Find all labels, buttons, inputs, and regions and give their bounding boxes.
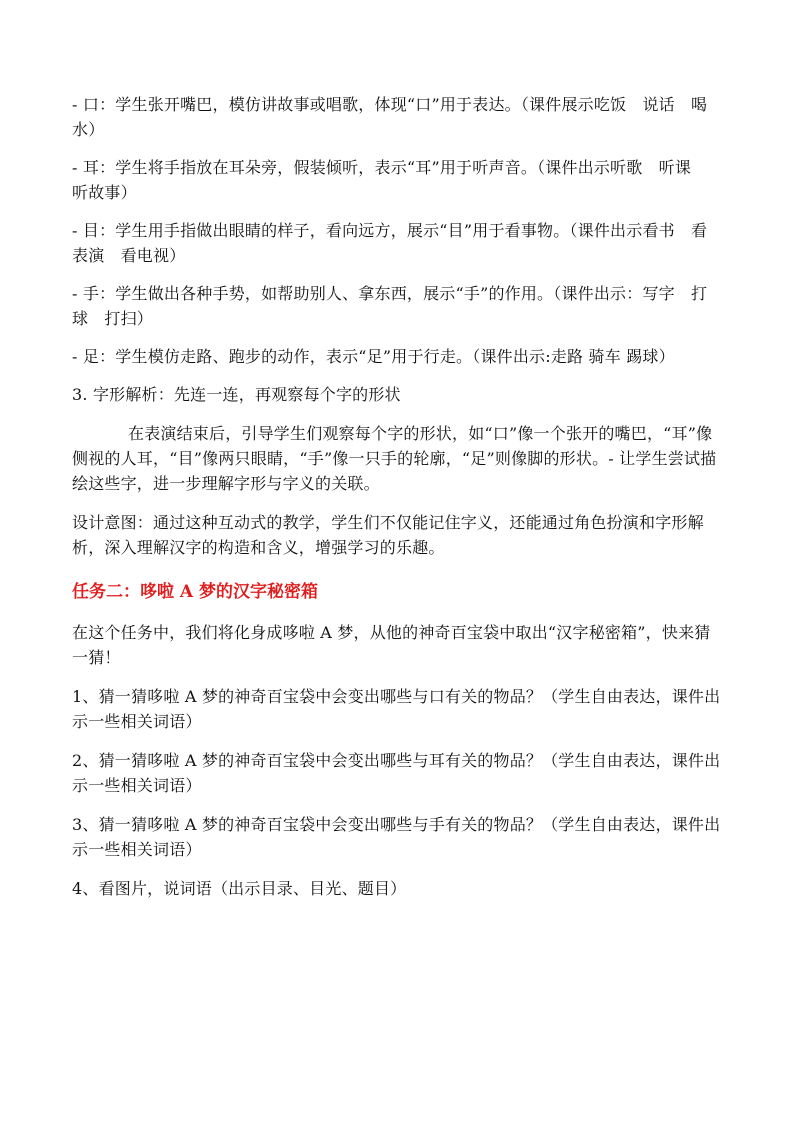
body-part-hand: - 手：学生做出各种手势，如帮助别人、拿东西，展示“手”的作用。（课件出示：写字 打球 打扫） xyxy=(72,284,708,328)
design-intent: 设计意图：通过这种互动式的教学，学生们不仅能记住字义，还能通过角色扮演和字形解析，深入理解汉字的构造和含义，增强学习的乐趣。 xyxy=(72,513,704,557)
question-3: 3、猜一猜哆啦 A 梦的神奇百宝袋中会变出哪些与手有关的物品？（学生自由表达，课件出示一些相关词语） xyxy=(72,815,721,859)
question-4: 4、看图片，说词语（出示目录、目光、题目） xyxy=(72,879,407,898)
question-2: 2、猜一猜哆啦 A 梦的神奇百宝袋中会变出哪些与耳有关的物品？（学生自由表达，课件出示一些相关词语） xyxy=(72,751,721,795)
body-part-ear: - 耳：学生将手指放在耳朵旁，假装倾听，表示“耳”用于听声音。（课件出示听歌 听课 听故事） xyxy=(72,158,708,202)
section-3-title: 3. 字形解析：先连一连，再观察每个字的形状 xyxy=(72,385,401,404)
task-2-heading: 任务二：哆啦 A 梦的汉字秘密箱 xyxy=(72,582,319,602)
section-3-paragraph: 在表演结束后，引导学生们观察每个字的形状，如“口”像一个张开的嘴巴，“耳”像侧视的人耳，“目”像两只眼睛，“手”像一只手的轮廓，“足”则像脚的形状。- 让学生尝试描绘这些字，进一步理解字形与字义的关联。 xyxy=(72,424,717,493)
document-body xyxy=(72,92,722,915)
task-2-intro: 在这个任务中，我们将化身成哆啦 A 梦，从他的神奇百宝袋中取出“汉字秘密箱”，快来猜一猜！ xyxy=(72,623,711,667)
body-part-mouth: - 口：学生张开嘴巴，模仿讲故事或唱歌，体现“口”用于表达。（课件展示吃饭 说话 喝水） xyxy=(72,95,708,139)
question-1: 1、猜一猜哆啦 A 梦的神奇百宝袋中会变出哪些与口有关的物品？（学生自由表达，课件出示一些相关词语） xyxy=(72,687,721,731)
body-part-eye: - 目：学生用手指做出眼睛的样子，看向远方，展示“目”用于看事物。（课件出示看书 看表演 看电视） xyxy=(72,221,708,265)
body-part-foot: - 足：学生模仿走路、跑步的动作，表示“足”用于行走。（课件出示:走路 骑车 踢球） xyxy=(72,347,675,366)
